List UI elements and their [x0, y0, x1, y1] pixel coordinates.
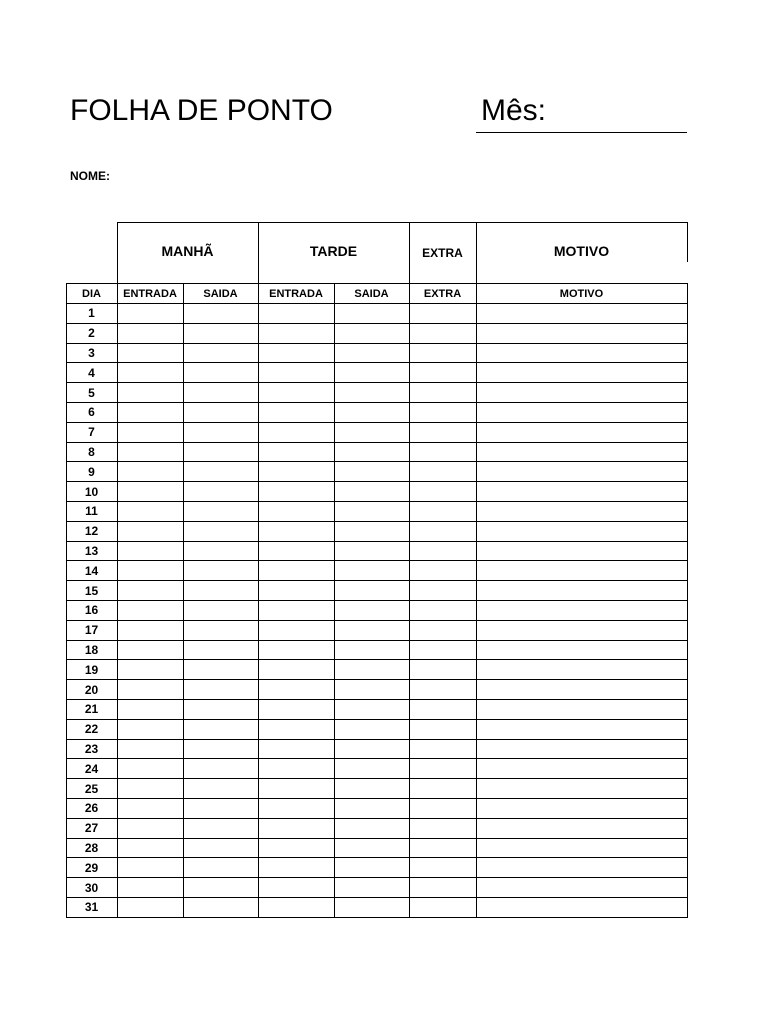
entry-cell[interactable] [477, 839, 687, 858]
entry-cell[interactable] [184, 759, 258, 778]
entry-cell[interactable] [259, 680, 334, 699]
entry-cell[interactable] [410, 601, 476, 620]
entry-cell[interactable] [118, 522, 183, 541]
entry-cell[interactable] [410, 344, 476, 363]
entry-cell[interactable] [477, 799, 687, 818]
entry-cell[interactable] [184, 779, 258, 798]
day-number: 16 [84, 603, 99, 618]
entry-cell[interactable] [335, 601, 409, 620]
entry-cell[interactable] [118, 383, 183, 402]
day-number: 27 [84, 821, 99, 836]
entry-cell[interactable] [259, 898, 334, 917]
entry-cell[interactable] [335, 700, 409, 719]
day-number: 20 [84, 682, 99, 697]
entry-cell[interactable] [184, 522, 258, 541]
entry-cell[interactable] [184, 423, 258, 442]
entry-cell[interactable] [335, 561, 409, 580]
entry-cell[interactable] [477, 363, 687, 382]
day-number: 4 [88, 365, 95, 380]
day-number: 19 [84, 662, 99, 677]
day-number: 9 [88, 464, 95, 479]
entry-cell[interactable] [118, 344, 183, 363]
entry-cell[interactable] [118, 324, 183, 343]
day-number: 3 [88, 345, 95, 360]
entry-cell[interactable] [184, 898, 258, 917]
entry-cell[interactable] [259, 363, 334, 382]
entry-cell[interactable] [335, 383, 409, 402]
entry-cell[interactable] [410, 720, 476, 739]
entry-cell[interactable] [184, 878, 258, 897]
entry-cell[interactable] [118, 720, 183, 739]
group-header-tarde: TARDE [309, 243, 358, 259]
entry-cell[interactable] [410, 383, 476, 402]
day-number: 24 [84, 761, 99, 776]
entry-cell[interactable] [410, 502, 476, 521]
entry-cell[interactable] [118, 542, 183, 561]
entry-cell[interactable] [477, 462, 687, 481]
entry-cell[interactable] [410, 462, 476, 481]
entry-cell[interactable] [184, 839, 258, 858]
entry-cell[interactable] [335, 621, 409, 640]
day-number: 22 [84, 722, 99, 737]
entry-cell[interactable] [410, 660, 476, 679]
entry-cell[interactable] [410, 403, 476, 422]
entry-cell[interactable] [118, 581, 183, 600]
entry-cell[interactable] [410, 700, 476, 719]
entry-cell[interactable] [184, 680, 258, 699]
entry-cell[interactable] [410, 482, 476, 501]
entry-cell[interactable] [335, 839, 409, 858]
entry-cell[interactable] [184, 660, 258, 679]
entry-cell[interactable] [335, 522, 409, 541]
entry-cell[interactable] [184, 561, 258, 580]
entry-cell[interactable] [477, 819, 687, 838]
entry-cell[interactable] [259, 403, 334, 422]
day-number: 11 [85, 504, 98, 519]
entry-cell[interactable] [477, 720, 687, 739]
entry-cell[interactable] [335, 858, 409, 877]
entry-cell[interactable] [335, 403, 409, 422]
entry-cell[interactable] [410, 581, 476, 600]
entry-cell[interactable] [410, 740, 476, 759]
entry-cell[interactable] [118, 740, 183, 759]
entry-cell[interactable] [410, 680, 476, 699]
entry-cell[interactable] [410, 799, 476, 818]
day-number: 17 [84, 623, 99, 638]
day-number: 15 [84, 583, 99, 598]
entry-cell[interactable] [259, 324, 334, 343]
entry-cell[interactable] [118, 423, 183, 442]
group-header-right-border [687, 222, 688, 262]
entry-cell[interactable] [410, 819, 476, 838]
entry-cell[interactable] [184, 601, 258, 620]
day-number: 8 [88, 444, 95, 459]
entry-cell[interactable] [335, 878, 409, 897]
entry-cell[interactable] [184, 542, 258, 561]
entry-cell[interactable] [184, 621, 258, 640]
entry-cell[interactable] [335, 799, 409, 818]
entry-cell[interactable] [335, 720, 409, 739]
entry-cell[interactable] [259, 740, 334, 759]
month-field[interactable] [476, 94, 687, 133]
day-number: 10 [84, 484, 99, 499]
row-divider [66, 917, 688, 918]
group-header-motivo: MOTIVO [553, 243, 610, 259]
entry-cell[interactable] [477, 542, 687, 561]
entry-cell[interactable] [477, 680, 687, 699]
day-number: 5 [88, 385, 95, 400]
entry-cell[interactable] [118, 482, 183, 501]
entry-cell[interactable] [259, 344, 334, 363]
entry-cell[interactable] [259, 522, 334, 541]
column-header-saida: SAIDA [354, 287, 389, 300]
column-header-entrada: ENTRADA [269, 287, 323, 300]
entry-cell[interactable] [410, 443, 476, 462]
entry-cell[interactable] [118, 759, 183, 778]
entry-cell[interactable] [477, 858, 687, 877]
entry-cell[interactable] [184, 304, 258, 323]
entry-cell[interactable] [118, 502, 183, 521]
entry-cell[interactable] [335, 759, 409, 778]
entry-cell[interactable] [477, 660, 687, 679]
name-label: NOME: [70, 169, 110, 183]
day-number: 1 [88, 306, 95, 321]
entry-cell[interactable] [259, 601, 334, 620]
entry-cell[interactable] [335, 779, 409, 798]
entry-cell[interactable] [335, 502, 409, 521]
entry-cell[interactable] [410, 304, 476, 323]
day-number: 21 [84, 702, 99, 717]
entry-cell[interactable] [118, 680, 183, 699]
entry-cell[interactable] [118, 839, 183, 858]
entry-cell[interactable] [335, 542, 409, 561]
entry-cell[interactable] [184, 462, 258, 481]
entry-cell[interactable] [259, 779, 334, 798]
entry-cell[interactable] [184, 700, 258, 719]
page-title: FOLHA DE PONTO [70, 94, 333, 127]
entry-cell[interactable] [477, 304, 687, 323]
entry-cell[interactable] [477, 443, 687, 462]
entry-cell[interactable] [335, 740, 409, 759]
entry-cell[interactable] [335, 462, 409, 481]
entry-cell[interactable] [477, 561, 687, 580]
entry-cell[interactable] [184, 581, 258, 600]
entry-cell[interactable] [335, 898, 409, 917]
entry-cell[interactable] [259, 383, 334, 402]
entry-cell[interactable] [184, 502, 258, 521]
entry-cell[interactable] [184, 482, 258, 501]
day-number: 6 [88, 405, 95, 420]
entry-cell[interactable] [259, 839, 334, 858]
day-number: 12 [84, 524, 99, 539]
entry-cell[interactable] [477, 740, 687, 759]
entry-cell[interactable] [118, 779, 183, 798]
entry-cell[interactable] [410, 858, 476, 877]
day-number: 7 [88, 425, 95, 440]
entry-cell[interactable] [259, 443, 334, 462]
entry-cell[interactable] [477, 898, 687, 917]
entry-cell[interactable] [118, 621, 183, 640]
entry-cell[interactable] [410, 363, 476, 382]
entry-cell[interactable] [477, 502, 687, 521]
entry-cell[interactable] [410, 542, 476, 561]
entry-cell[interactable] [118, 700, 183, 719]
entry-cell[interactable] [184, 740, 258, 759]
column-header-entrada: ENTRADA [123, 287, 177, 300]
entry-cell[interactable] [335, 363, 409, 382]
entry-cell[interactable] [259, 542, 334, 561]
entry-cell[interactable] [335, 344, 409, 363]
entry-cell[interactable] [118, 462, 183, 481]
entry-cell[interactable] [477, 700, 687, 719]
day-number: 18 [84, 642, 99, 657]
entry-cell[interactable] [118, 304, 183, 323]
entry-cell[interactable] [259, 878, 334, 897]
group-header-manha: MANHÃ [161, 243, 214, 259]
entry-cell[interactable] [259, 759, 334, 778]
entry-cell[interactable] [118, 601, 183, 620]
column-header-dia: DIA [82, 287, 101, 300]
entry-cell[interactable] [335, 680, 409, 699]
entry-cell[interactable] [118, 641, 183, 660]
entry-cell[interactable] [118, 878, 183, 897]
entry-cell[interactable] [477, 522, 687, 541]
column-header-extra: EXTRA [423, 287, 462, 300]
entry-cell[interactable] [118, 799, 183, 818]
entry-cell[interactable] [477, 581, 687, 600]
entry-cell[interactable] [477, 779, 687, 798]
entry-cell[interactable] [184, 641, 258, 660]
entry-cell[interactable] [410, 779, 476, 798]
day-number: 14 [84, 563, 99, 578]
entry-cell[interactable] [118, 660, 183, 679]
entry-cell[interactable] [259, 819, 334, 838]
entry-cell[interactable] [410, 759, 476, 778]
entry-cell[interactable] [118, 443, 183, 462]
entry-cell[interactable] [118, 561, 183, 580]
entry-cell[interactable] [184, 383, 258, 402]
entry-cell[interactable] [335, 660, 409, 679]
entry-cell[interactable] [477, 621, 687, 640]
entry-cell[interactable] [118, 898, 183, 917]
entry-cell[interactable] [335, 581, 409, 600]
entry-cell[interactable] [259, 502, 334, 521]
entry-cell[interactable] [259, 482, 334, 501]
column-header-motivo: MOTIVO [559, 287, 604, 300]
entry-cell[interactable] [259, 700, 334, 719]
entry-cell[interactable] [118, 363, 183, 382]
entry-cell[interactable] [335, 819, 409, 838]
entry-cell[interactable] [259, 581, 334, 600]
day-number: 13 [84, 543, 99, 558]
entry-cell[interactable] [118, 858, 183, 877]
entry-cell[interactable] [259, 799, 334, 818]
entry-cell[interactable] [410, 324, 476, 343]
entry-cell[interactable] [477, 601, 687, 620]
entry-cell[interactable] [410, 621, 476, 640]
entry-cell[interactable] [477, 482, 687, 501]
entry-cell[interactable] [184, 720, 258, 739]
entry-cell[interactable] [335, 304, 409, 323]
entry-cell[interactable] [259, 561, 334, 580]
day-number: 25 [84, 781, 99, 796]
column-header-saida: SAIDA [203, 287, 238, 300]
day-number: 23 [84, 741, 99, 756]
entry-cell[interactable] [259, 660, 334, 679]
day-number: 2 [88, 326, 95, 341]
month-label: Mês: [481, 94, 547, 127]
entry-cell[interactable] [184, 363, 258, 382]
entry-cell[interactable] [477, 759, 687, 778]
entry-cell[interactable] [184, 443, 258, 462]
entry-cell[interactable] [335, 641, 409, 660]
entry-cell[interactable] [335, 324, 409, 343]
day-number: 30 [84, 880, 99, 895]
entry-cell[interactable] [410, 839, 476, 858]
entry-cell[interactable] [259, 858, 334, 877]
entry-cell[interactable] [335, 423, 409, 442]
entry-cell[interactable] [410, 641, 476, 660]
entry-cell[interactable] [477, 344, 687, 363]
entry-cell[interactable] [184, 819, 258, 838]
day-number: 29 [84, 860, 99, 875]
day-number: 31 [84, 900, 99, 915]
entry-cell[interactable] [477, 403, 687, 422]
entry-cell[interactable] [410, 898, 476, 917]
day-number: 26 [84, 801, 99, 816]
entry-cell[interactable] [259, 641, 334, 660]
entry-cell[interactable] [118, 403, 183, 422]
entry-cell[interactable] [118, 819, 183, 838]
entry-cell[interactable] [184, 403, 258, 422]
entry-cell[interactable] [410, 878, 476, 897]
entry-cell[interactable] [477, 324, 687, 343]
entry-cell[interactable] [477, 383, 687, 402]
entry-cell[interactable] [184, 324, 258, 343]
entry-cell[interactable] [184, 799, 258, 818]
entry-cell[interactable] [335, 443, 409, 462]
entry-cell[interactable] [184, 858, 258, 877]
entry-cell[interactable] [259, 720, 334, 739]
entry-cell[interactable] [259, 423, 334, 442]
entry-cell[interactable] [410, 522, 476, 541]
group-header-extra: EXTRA [422, 246, 463, 260]
day-number: 28 [84, 840, 99, 855]
entry-cell[interactable] [410, 561, 476, 580]
entry-cell[interactable] [477, 423, 687, 442]
entry-cell[interactable] [335, 482, 409, 501]
entry-cell[interactable] [259, 304, 334, 323]
entry-cell[interactable] [477, 878, 687, 897]
entry-cell[interactable] [259, 621, 334, 640]
entry-cell[interactable] [410, 423, 476, 442]
entry-cell[interactable] [184, 344, 258, 363]
entry-cell[interactable] [477, 641, 687, 660]
entry-cell[interactable] [259, 462, 334, 481]
